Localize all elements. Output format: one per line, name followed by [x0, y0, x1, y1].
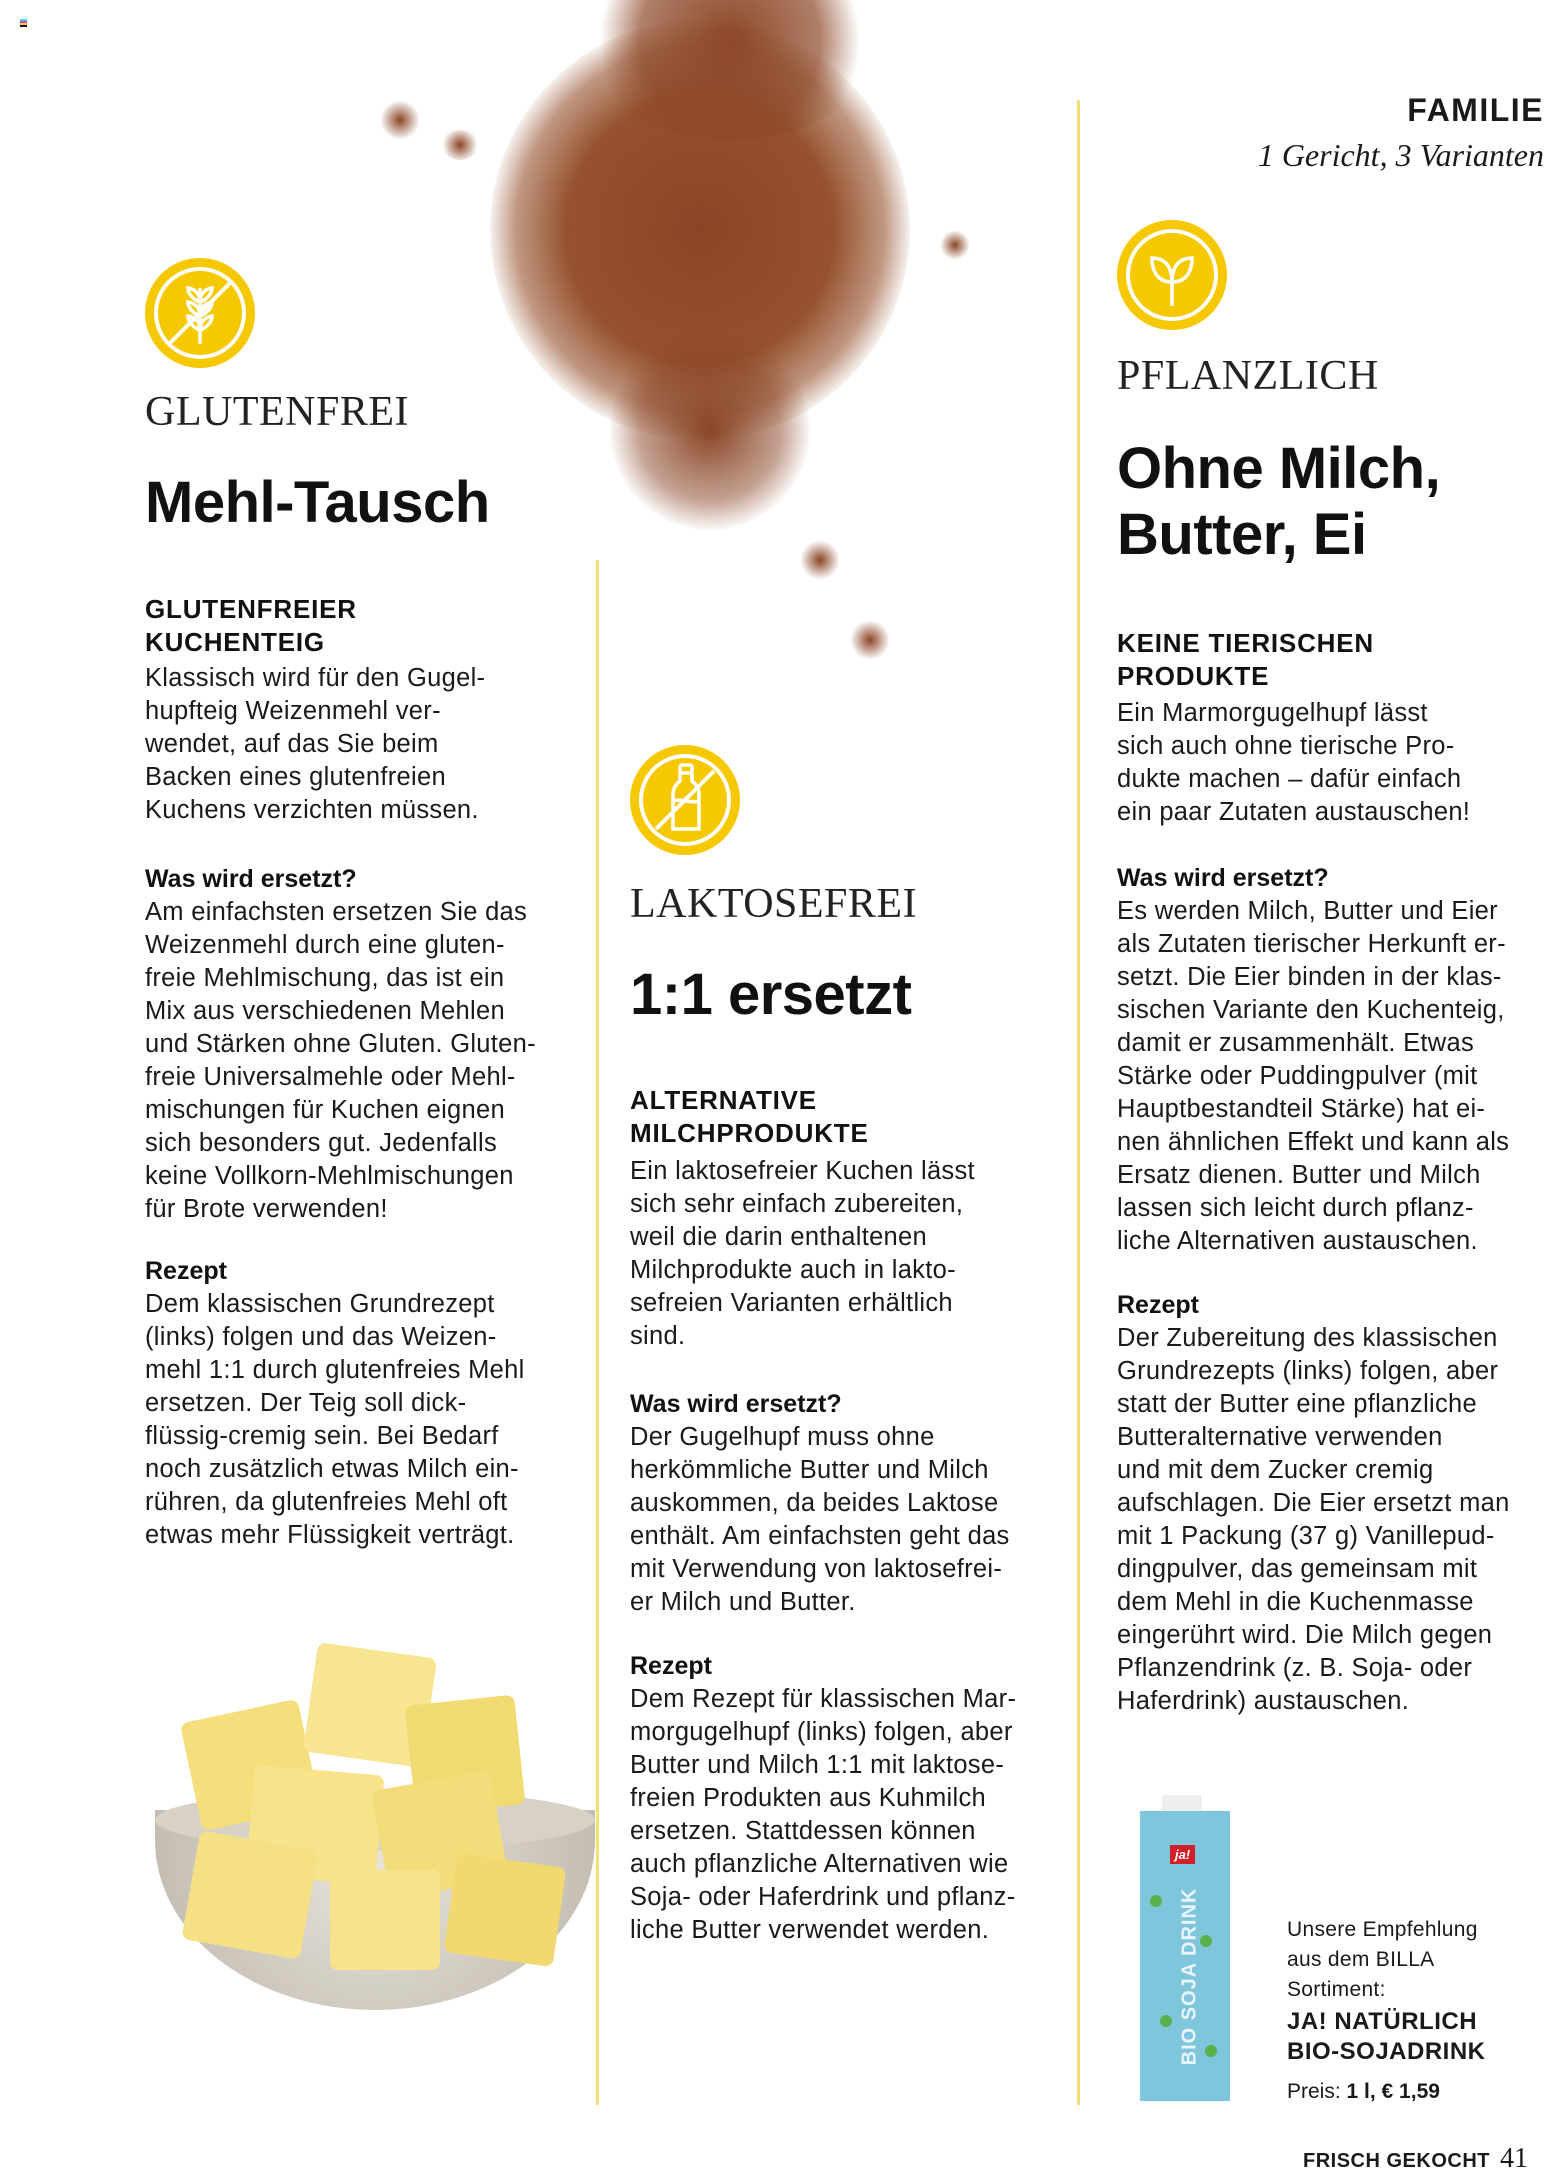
category-label: LAKTOSEFREI — [630, 881, 918, 927]
category-label: PFLANZLICH — [1117, 353, 1379, 399]
headline: Mehl-Tausch — [145, 470, 490, 535]
replaced-label: Was wird ersetzt? — [630, 1390, 842, 1418]
section-title: FAMILIE — [1407, 92, 1544, 128]
intro-text: Ein laktosefreier Kuchen lässt sich sehr einfach zubereiten, weil die darin enthaltenen Milchprodukte auch in lakto- sefreien Varianten erhältlich sind. — [630, 1157, 975, 1350]
replaced-label: Was wird ersetzt? — [145, 865, 357, 893]
magazine-name: FRISCH GEKOCHT — [1303, 2150, 1490, 2172]
replaced-label: Was wird ersetzt? — [1117, 864, 1329, 892]
product-name: JA! NATÜRLICH BIO-SOJADRINK — [1287, 2008, 1486, 2065]
carton-brand: ja! — [1170, 1845, 1195, 1864]
carton-label: BIO SOJA DRINK — [1178, 1887, 1201, 2066]
recipe-text: Dem klassischen Grundrezept (links) folgen und das Weizen- mehl 1:1 durch glutenfreies Mehl ersetzen. Der Teig soll dick- flüssig-cremig sein. Bei Bedarf noch zusätzlich etwas Milch ein- rühren, da glutenfreies Mehl oft etwas mehr Flüssigkeit verträgt. — [145, 1290, 525, 1549]
price-label: Preis: — [1287, 2080, 1341, 2103]
plant-sprout-icon — [1117, 220, 1227, 330]
intro-text: Ein Marmorgugelhupf lässt sich auch ohne tierische Pro- dukte machen – dafür einfach ein paar Zutaten austauschen! — [1117, 699, 1471, 826]
page-number: 41 — [1500, 2143, 1528, 2174]
replaced-text: Es werden Milch, Butter und Eier als Zutaten tierischer Herkunft er- setzt. Die Eier binden in der klas- sischen Variante den Kuchenteig, damit er zusammenhält. Etwas Stärke oder Puddingpulver (mit Hauptbestandteil Stärke) hat ei- nen ähnlichen Effekt und kann als Ersatz dienen. Butter und Milch lassen sich leicht durch pflanz- liche Alternativen austauschen. — [1117, 897, 1510, 1255]
replaced-text: Am einfachsten ersetzen Sie das Weizenmehl durch eine gluten- freie Mehlmischung, das ist ein Mix aus verschiedenen Mehlen und Stärken ohne Gluten. Gluten- freie Universalmehle oder Mehl- mischungen für Kuchen eignen sich besonders gut. Jedenfalls keine Vollkorn-Mehlmischungen für Brote verwenden! — [145, 898, 536, 1223]
product-price — [1287, 2080, 1440, 2104]
column-divider — [1077, 100, 1080, 2105]
print-color-marks — [20, 19, 27, 27]
soy-drink-carton-image — [1140, 1795, 1230, 2100]
subheading: GLUTENFREIER KUCHENTEIG — [145, 594, 357, 657]
recipe-text: Dem Rezept für klassischen Mar- morgugelhupf (links) folgen, aber Butter und Milch 1:1 mit laktose- freien Produkten aus Kuhmilch ersetzen. Stattdessen können auch pflanzliche Alternativen wie Soja- oder Haferdrink und pflanz- liche Butter verwendet werden. — [630, 1685, 1017, 1944]
subheading: KEINE TIERISCHEN PRODUKTE — [1117, 628, 1374, 691]
recommendation-intro: Unsere Empfehlung aus dem BILLA Sortiment: — [1287, 1918, 1478, 2001]
subheading: ALTERNATIVE MILCHPRODUKTE — [630, 1085, 869, 1148]
butter-bowl-image — [150, 1640, 600, 2010]
no-milk-bottle-icon — [630, 745, 740, 855]
category-label: GLUTENFREI — [145, 389, 409, 435]
recipe-text: Der Zubereitung des klassischen Grundrezepts (links) folgen, aber statt der Butter eine pflanzliche Butteralternative verwenden und mit dem Zucker cremig aufschlagen. Die Eier ersetzt man mit 1 Packung (37 g) Vanillepud- dingpulver, das gemeinsam mit dem Mehl in die Kuchenmasse eingerührt wird. Die Milch gegen Pflanzendrink (z. B. Soja- oder Haferdrink) austauschen. — [1117, 1324, 1510, 1715]
price-value: 1 l, € 1,59 — [1346, 2080, 1440, 2103]
no-gluten-wheat-icon — [145, 258, 255, 368]
recipe-label: Rezept — [145, 1257, 227, 1285]
recipe-label: Rezept — [1117, 1291, 1199, 1319]
section-subtitle: 1 Gericht, 3 Varianten — [1257, 137, 1544, 173]
cocoa-powder-image — [380, 0, 1060, 720]
recipe-label: Rezept — [630, 1652, 712, 1680]
replaced-text: Der Gugelhupf muss ohne herkömmliche Butter und Milch auskommen, da beides Laktose enthält. Am einfachsten geht das mit Verwendung von laktosefrei- er Milch und Butter. — [630, 1423, 1010, 1616]
headline: Ohne Milch, Butter, Ei — [1117, 436, 1441, 567]
headline: 1:1 ersetzt — [630, 962, 912, 1027]
intro-text: Klassisch wird für den Gugel- hupfteig Weizenmehl ver- wendet, auf das Sie beim Backen eines glutenfreien Kuchens verzichten müssen. — [145, 664, 486, 824]
